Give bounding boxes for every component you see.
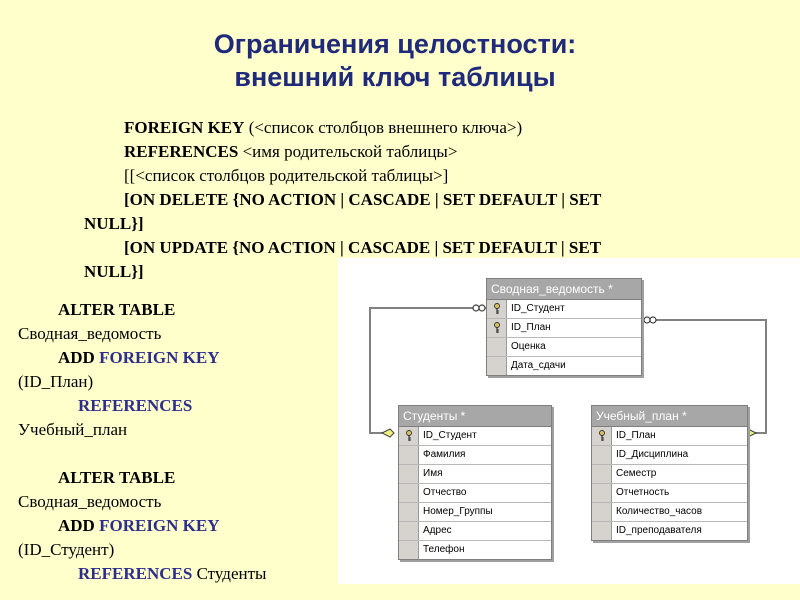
field-name: ID_Дисциплина: [616, 449, 689, 460]
primary-key-icon: [405, 430, 413, 442]
connector-key-end: [473, 305, 479, 311]
row-selector[interactable]: [592, 465, 612, 483]
field-name: Фамилия: [423, 449, 466, 460]
field-name: Количество_часов: [616, 506, 703, 517]
table-field-row[interactable]: [592, 484, 747, 503]
table-uchebny-plan[interactable]: [591, 405, 748, 541]
syntax-text: (<список столбцов внешнего ключа>): [244, 118, 523, 137]
row-selector[interactable]: [399, 484, 419, 502]
table-field-row[interactable]: [487, 357, 641, 375]
table-field-row[interactable]: [487, 319, 641, 338]
primary-key-icon: [493, 322, 501, 334]
field-name: Адрес: [423, 525, 452, 536]
field-name: Номер_Группы: [423, 506, 493, 517]
row-selector[interactable]: [399, 541, 419, 559]
parent-table-2: Студенты: [192, 564, 267, 583]
field-name: ID_Студент: [423, 430, 477, 441]
fk-columns-1: (ID_План): [18, 372, 94, 391]
table-field-row[interactable]: [487, 338, 641, 357]
fk-keyword: FOREIGN KEY: [94, 348, 220, 367]
syntax-line-7: NULL}]: [84, 262, 144, 281]
syntax-line-2: [84, 140, 704, 164]
table-field-row[interactable]: [592, 465, 747, 484]
table-field-row[interactable]: [399, 446, 551, 465]
connector-key-end: [644, 317, 650, 323]
references-keyword: REFERENCES: [78, 564, 193, 583]
row-selector[interactable]: [487, 338, 507, 356]
field-name: Оценка: [511, 341, 546, 352]
row-selector[interactable]: [487, 357, 507, 375]
syntax-line-4: [ON DELETE {NO ACTION | CASCADE | SET DEFAULT | SET: [124, 190, 602, 209]
row-selector[interactable]: [592, 522, 612, 540]
table-field-row[interactable]: [592, 503, 747, 522]
row-selector[interactable]: [399, 446, 419, 464]
primary-key-icon: [598, 430, 606, 442]
syntax-line-3: [[<список столбцов родительской таблицы>]: [124, 166, 449, 185]
table-name-1: Сводная_ведомость: [18, 324, 162, 343]
row-selector[interactable]: [399, 427, 419, 445]
add-fk-line-1: [18, 346, 220, 370]
table-field-row[interactable]: [592, 427, 747, 446]
row-selector[interactable]: [399, 465, 419, 483]
row-selector[interactable]: [487, 300, 507, 318]
table-svodnaya-vedomost[interactable]: [486, 278, 642, 376]
field-name: Телефон: [423, 544, 465, 555]
title-line-1: Ограничения целостности:: [213, 29, 577, 59]
fk-columns-2: (ID_Студент): [18, 540, 115, 559]
table-header[interactable]: Студенты *: [399, 406, 551, 427]
field-name: ID_План: [511, 322, 551, 333]
table-field-row[interactable]: [399, 427, 551, 446]
table-studenty[interactable]: [398, 405, 552, 560]
alter-table-2: ALTER TABLE: [58, 468, 176, 487]
table-header[interactable]: Сводная_ведомость *: [487, 279, 641, 300]
add-keyword: ADD: [58, 348, 95, 367]
connector-key-end: [479, 305, 485, 311]
field-name: Имя: [423, 468, 443, 479]
table-field-row[interactable]: [592, 446, 747, 465]
table-field-row[interactable]: [399, 541, 551, 559]
syntax-text: <имя родительской таблицы>: [238, 142, 458, 161]
table-field-row[interactable]: [399, 522, 551, 541]
database-diagram: [338, 258, 800, 584]
table-name-2: Сводная_ведомость: [18, 492, 162, 511]
table-header[interactable]: Учебный_план *: [592, 406, 747, 427]
add-keyword: ADD: [58, 516, 95, 535]
table-field-row[interactable]: [399, 503, 551, 522]
row-selector[interactable]: [487, 319, 507, 337]
primary-key-icon: [493, 303, 501, 315]
references-1: REFERENCES: [78, 396, 193, 415]
foreign-key-keyword: FOREIGN KEY: [124, 118, 245, 137]
table-field-row[interactable]: [399, 484, 551, 503]
syntax-line-1: [84, 116, 704, 140]
field-name: ID_преподавателя: [616, 525, 702, 536]
connector-key-end: [650, 317, 656, 323]
table-field-row[interactable]: [592, 522, 747, 540]
add-fk-line-2: [18, 514, 266, 538]
row-selector[interactable]: [592, 484, 612, 502]
field-name: Семестр: [616, 468, 657, 479]
field-name: ID_План: [616, 430, 656, 441]
field-name: Отчество: [423, 487, 467, 498]
row-selector[interactable]: [592, 446, 612, 464]
syntax-line-6: [ON UPDATE {NO ACTION | CASCADE | SET DEFAULT | SET: [124, 238, 602, 257]
table-field-row[interactable]: [487, 300, 641, 319]
title-line-2: внешний ключ таблицы: [234, 62, 556, 92]
row-selector[interactable]: [592, 503, 612, 521]
field-name: ID_Студент: [511, 303, 565, 314]
row-selector[interactable]: [399, 522, 419, 540]
row-selector[interactable]: [399, 503, 419, 521]
connector-many-end: [382, 429, 394, 437]
field-name: Дата_сдачи: [511, 360, 566, 371]
parent-table-1: Учебный_план: [18, 420, 128, 439]
slide-title: [0, 28, 790, 94]
alter-table-1: ALTER TABLE: [58, 300, 176, 319]
fk-keyword: FOREIGN KEY: [94, 516, 220, 535]
example-2: [18, 466, 266, 586]
field-name: Отчетность: [616, 487, 670, 498]
syntax-line-5: NULL}]: [84, 214, 144, 233]
references-line-2: [18, 562, 266, 586]
table-field-row[interactable]: [399, 465, 551, 484]
references-keyword: REFERENCES: [124, 142, 239, 161]
example-1: [18, 298, 220, 442]
row-selector[interactable]: [592, 427, 612, 445]
